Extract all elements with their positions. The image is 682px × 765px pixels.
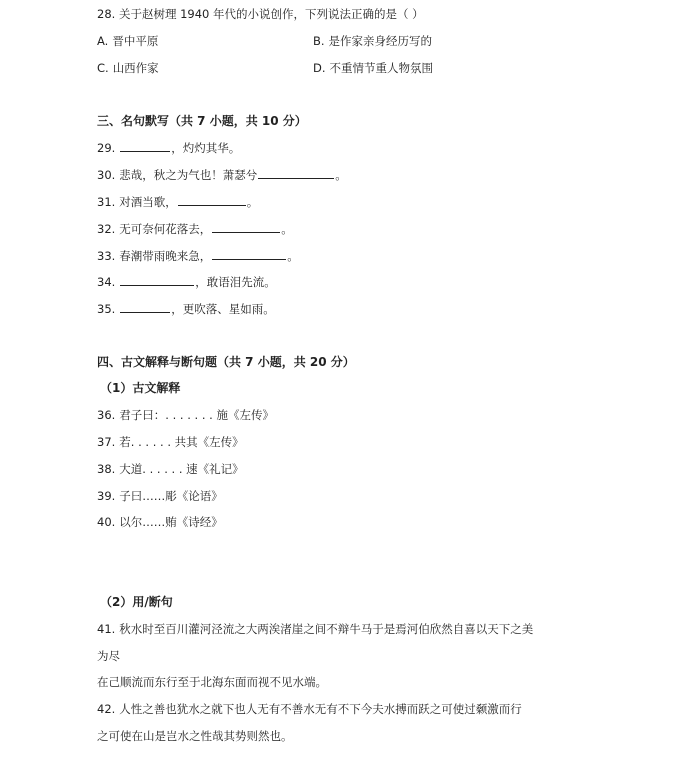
question-text-before: 春潮带雨晚来急， (119, 249, 212, 263)
question-text-after: ，敢语泪先流。 (195, 275, 276, 289)
answer-blank[interactable] (120, 140, 170, 152)
q28-stem: 28. 关于赵树理 1940 年代的小说创作，下列说法正确的是（ ） (97, 7, 424, 21)
q36 (97, 407, 274, 423)
question-number: 41. (97, 622, 116, 636)
question-number: 39. (97, 489, 116, 503)
question-text-after: 。 (246, 195, 259, 209)
question-number: 31. (97, 195, 116, 209)
option-text: 是作家亲身经历写的 (328, 34, 433, 48)
q28-option-a (97, 33, 158, 49)
question-number: 38. (97, 462, 116, 476)
q38 (97, 461, 244, 477)
q28-option-c (97, 60, 159, 76)
question-text-after: 。 (287, 249, 299, 263)
question-number: 42. (97, 702, 116, 716)
q28-option-d (313, 60, 433, 76)
question-text: 子曰……彫《论语》 (119, 489, 223, 503)
q31 (97, 194, 258, 210)
q30 (97, 167, 347, 183)
question-number: 33. (97, 249, 116, 263)
option-text: 山西作家 (112, 61, 159, 75)
question-text: 君子曰：. . . . . . . 施《左传》 (119, 408, 274, 422)
answer-blank[interactable] (258, 167, 334, 179)
answer-blank[interactable] (212, 221, 280, 233)
section4-heading: 四、古文解释与断句题（共 7 小题，共 20 分） (97, 355, 355, 369)
q33 (97, 248, 299, 264)
question-text-after: 。 (281, 222, 293, 236)
q42-line1 (97, 701, 522, 717)
question-number: 35. (97, 302, 116, 316)
q29 (97, 140, 240, 156)
option-text: 晋中平原 (112, 34, 159, 48)
question-text: 若. . . . . . 共其《左传》 (119, 435, 244, 449)
question-text: 大道. . . . . . 速《礼记》 (119, 462, 244, 476)
option-letter: D. (313, 61, 326, 75)
question-number: 40. (97, 515, 116, 529)
answer-blank[interactable] (120, 274, 194, 286)
question-text-after: ，灼灼其华。 (171, 141, 241, 155)
question-text-before: 无可奈何花落去， (119, 222, 212, 236)
question-text: 以尔……贿《诗经》 (119, 515, 223, 529)
option-text: 不重情节重人物氛围 (329, 61, 434, 75)
question-number: 32. (97, 222, 116, 236)
question-number: 30. (97, 168, 116, 182)
q35 (97, 301, 275, 317)
option-letter: A. (97, 34, 109, 48)
answer-blank[interactable] (120, 301, 170, 313)
question-number: 29. (97, 141, 116, 155)
question-number: 37. (97, 435, 116, 449)
q42-line2: 之可使在山是岂水之性哉其势则然也。 (97, 729, 293, 743)
q41-line2: 为尽 (97, 649, 120, 663)
question-text-after: ，更吹落、星如雨。 (171, 302, 275, 316)
section4-sub2: （2）用/断句 (100, 595, 173, 609)
q34 (97, 274, 276, 290)
question-text-after: 。 (335, 168, 347, 182)
question-text: 人性之善也犹水之就下也人无有不善水无有不下今夫水搏而跃之可使过颡激而行 (119, 702, 522, 716)
answer-blank[interactable] (178, 194, 246, 206)
option-letter: B. (313, 34, 325, 48)
q41-line1 (97, 621, 533, 637)
q39 (97, 488, 223, 504)
question-number: 34. (97, 275, 116, 289)
question-text-before: 悲哉，秋之为气也！萧瑟兮 (119, 168, 258, 182)
q32 (97, 221, 293, 237)
q28-option-b (313, 33, 432, 49)
question-number: 36. (97, 408, 116, 422)
q37 (97, 434, 244, 450)
q40 (97, 514, 223, 530)
q41-line3: 在己顺流而东行至于北海东面而视不见水端。 (97, 675, 327, 689)
section3-heading: 三、名句默写（共 7 小题，共 10 分） (97, 114, 307, 128)
option-letter: C. (97, 61, 109, 75)
section4-sub1: （1）古文解释 (100, 381, 181, 395)
question-text-before: 对酒当歌， (119, 195, 177, 209)
question-text: 秋水时至百川灌河泾流之大两涘渚崖之间不辩牛马于是焉河伯欣然自喜以天下之美 (119, 622, 534, 636)
answer-blank[interactable] (212, 248, 286, 260)
